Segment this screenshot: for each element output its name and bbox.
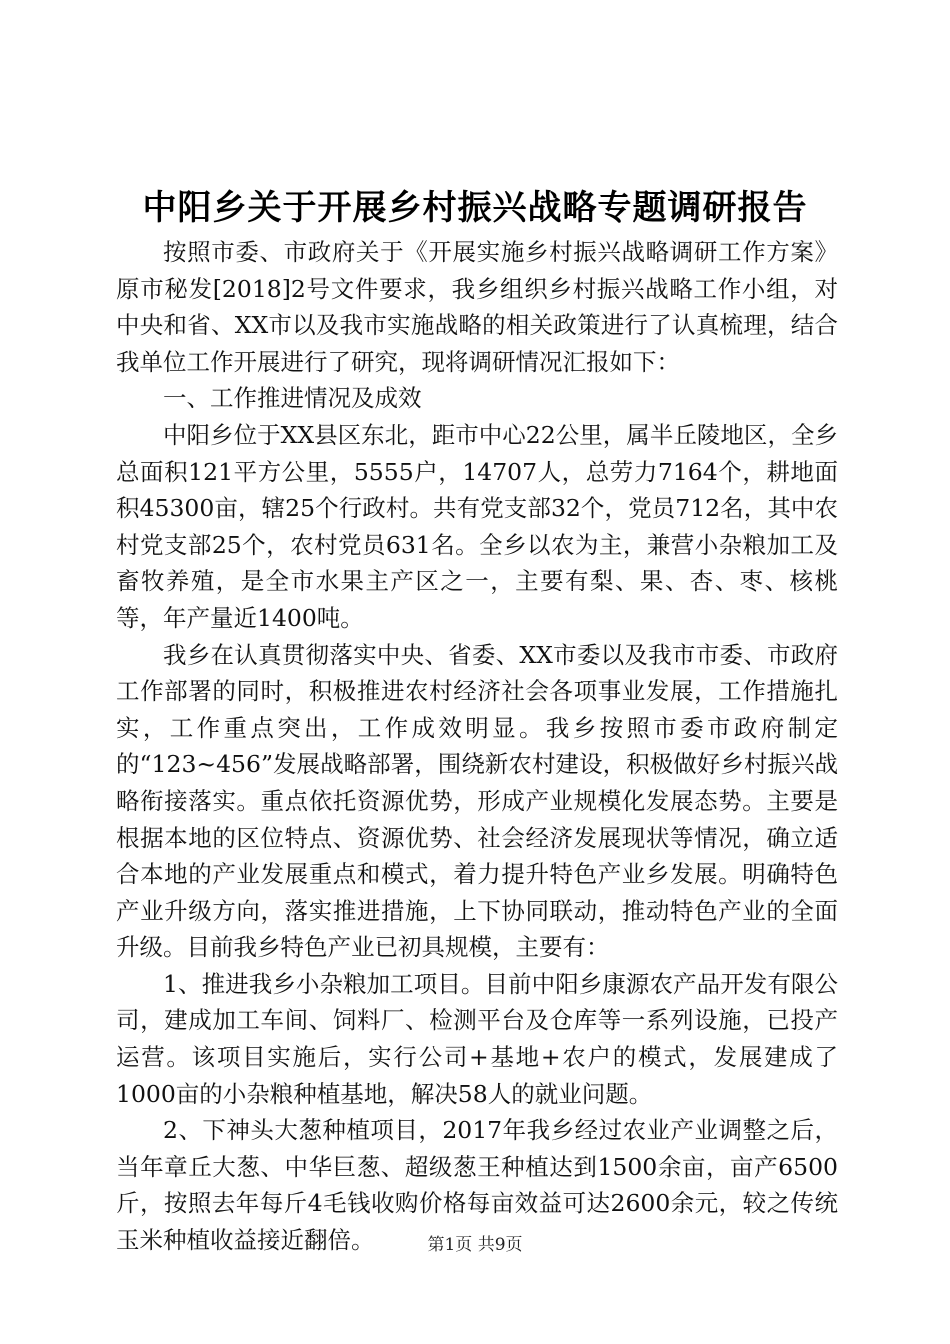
document-body <box>116 234 838 1259</box>
page-footer: 第1页 共9页 <box>427 1235 523 1255</box>
measures-paragraph: 我乡在认真贯彻落实中央、省委、XX市委以及我市市委、市政府工作部署的同时，积极推进农村经济社会各项事业发展，工作措施扎实，工作重点突出，工作成效明显。我乡按照市委市政府制定的“123~456”发展战略部署，围绕新农村建设，积极做好乡村振兴战略衔接落实。重点依托资源优势，形成产业规模化发展态势。主要是根据本地的区位特点、资源优势、社会经济发展现状等情况，确立适合本地的产业发展重点和模式，着力提升特色产业乡发展。明确特色产业升级方向，落实推进措施，上下协同联动，推动特色产业的全面升级。目前我乡特色产业已初具规模，主要有： <box>116 640 838 962</box>
item-paragraph-1: 1、推进我乡小杂粮加工项目。目前中阳乡康源农产品开发有限公司，建成加工车间、饲料厂、检测平台及仓库等一系列设施，已投产运营。该项目实施后，实行公司+基地+农户的模式，发展建成了1000亩的小杂粮种植基地，解决58人的就业问题。 <box>116 969 838 1108</box>
item-paragraph-2: 2、下神头大葱种植项目，2017年我乡经过农业产业调整之后，当年章丘大葱、中华巨葱、超级葱王种植达到1500余亩，亩产6500斤，按照去年每斤4毛钱收购价格每亩效益可达2600余元，较之传统玉米种植收益接近翻倍。 <box>116 1116 838 1255</box>
overview-paragraph: 中阳乡位于XX县区东北，距市中心22公里，属半丘陵地区，全乡总面积121平方公里，5555户，14707人，总劳力7164个，耕地面积45300亩，辖25个行政村。共有党支部32个，党员712名，其中农村党支部25个，农村党员631名。全乡以农为主，兼营小杂粮加工及畜牧养殖，是全市水果主产区之一，主要有梨、果、杏、枣、核桃等，年产量近1400吨。 <box>116 420 838 632</box>
intro-paragraph: 按照市委、市政府关于《开展实施乡村振兴战略调研工作方案》原市秘发[2018]2号文件要求，我乡组织乡村振兴战略工作小组，对中央和省、XX市以及我市实施战略的相关政策进行了认真梳理，结合我单位工作开展进行了研究，现将调研情况汇报如下： <box>116 238 838 376</box>
section-heading: 一、工作推进情况及成效 <box>163 384 422 413</box>
document-title: 中阳乡关于开展乡村振兴战略专题调研报告 <box>142 188 808 228</box>
